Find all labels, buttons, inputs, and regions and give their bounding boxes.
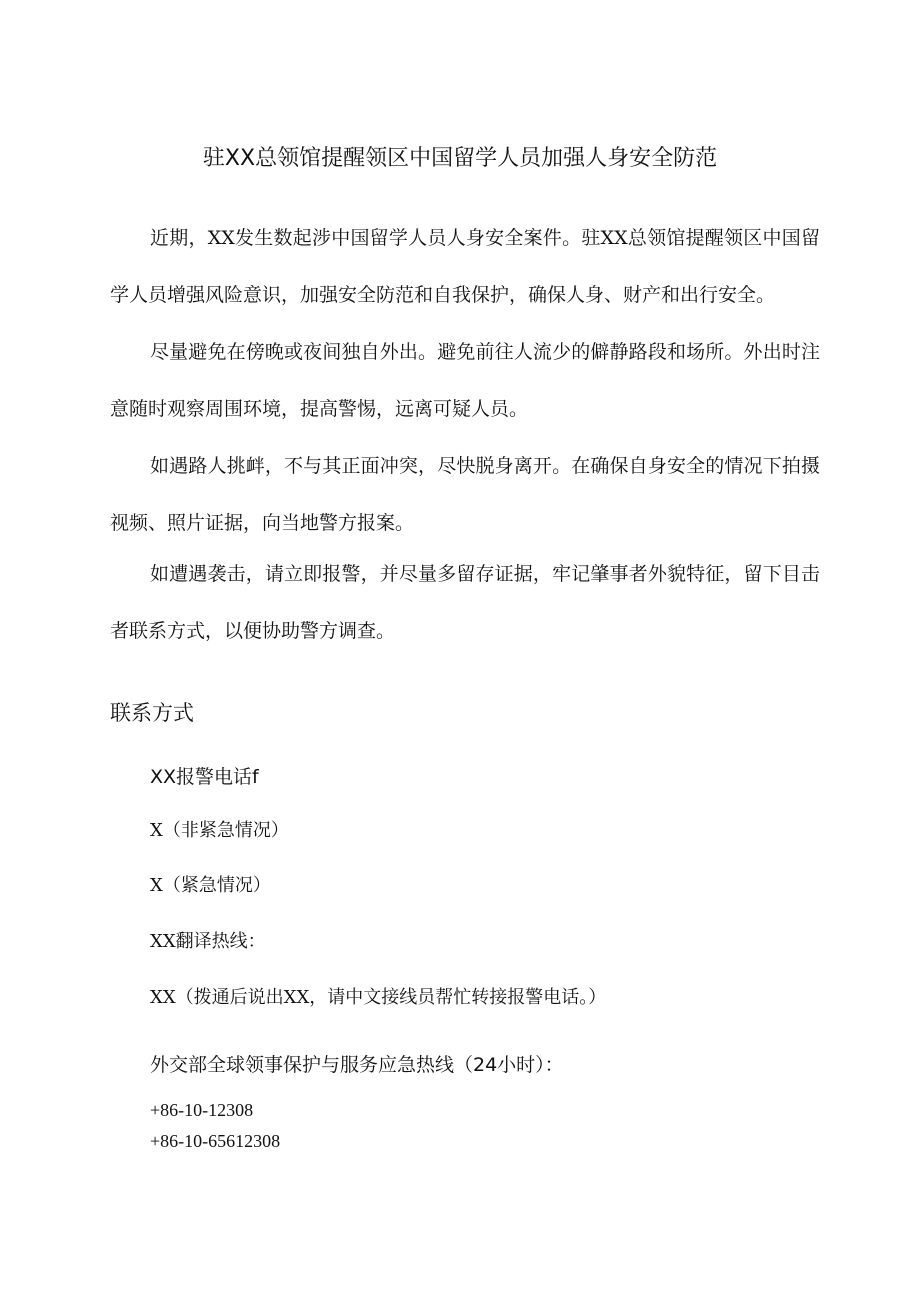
police-phone-heading: XX报警电话f (150, 766, 259, 788)
police-line-emergency: X（紧急情况） (150, 875, 271, 896)
police-line-non-emergency: X（非紧急情况） (150, 820, 289, 841)
document-title: 驻XX总领馆提醒领区中国留学人员加强人身安全防范 (202, 146, 718, 171)
paragraph-avoid-night: 尽量避免在傍晚或夜间独自外出。避免前往人流少的僻静路段和场所。外出时注意随时观察周围环境，提高警惕，远离可疑人员。 (110, 341, 820, 420)
paragraph-intro: 近期，XX发生数起涉中国留学人员人身安全案件。驻XX总领馆提醒领区中国留学人员增强风险意识，加强安全防范和自我保护，确保人身、财产和出行安全。 (110, 227, 820, 306)
contact-heading: 联系方式 (110, 701, 194, 725)
translation-hotline-number: XX（拨通后说出XX，请中文接线员帮忙转接报警电话。） (150, 987, 607, 1008)
consular-hotline-number: +86-10-65612308 (150, 1131, 281, 1151)
paragraph-provocation: 如遇路人挑衅，不与其正面冲突，尽快脱身离开。在确保自身安全的情况下拍摄视频、照片证据，向当地警方报案。 (110, 455, 820, 534)
consular-hotline-heading: 外交部全球领事保护与服务应急热线（24小时）： (150, 1054, 564, 1076)
consular-hotline-number: +86-10-12308 (150, 1100, 254, 1120)
paragraph-attack: 如遭遇袭击，请立即报警，并尽量多留存证据，牢记肇事者外貌特征，留下目击者联系方式，以便协助警方调查。 (110, 563, 820, 642)
translation-hotline-label: XX翻译热线： (150, 931, 266, 952)
